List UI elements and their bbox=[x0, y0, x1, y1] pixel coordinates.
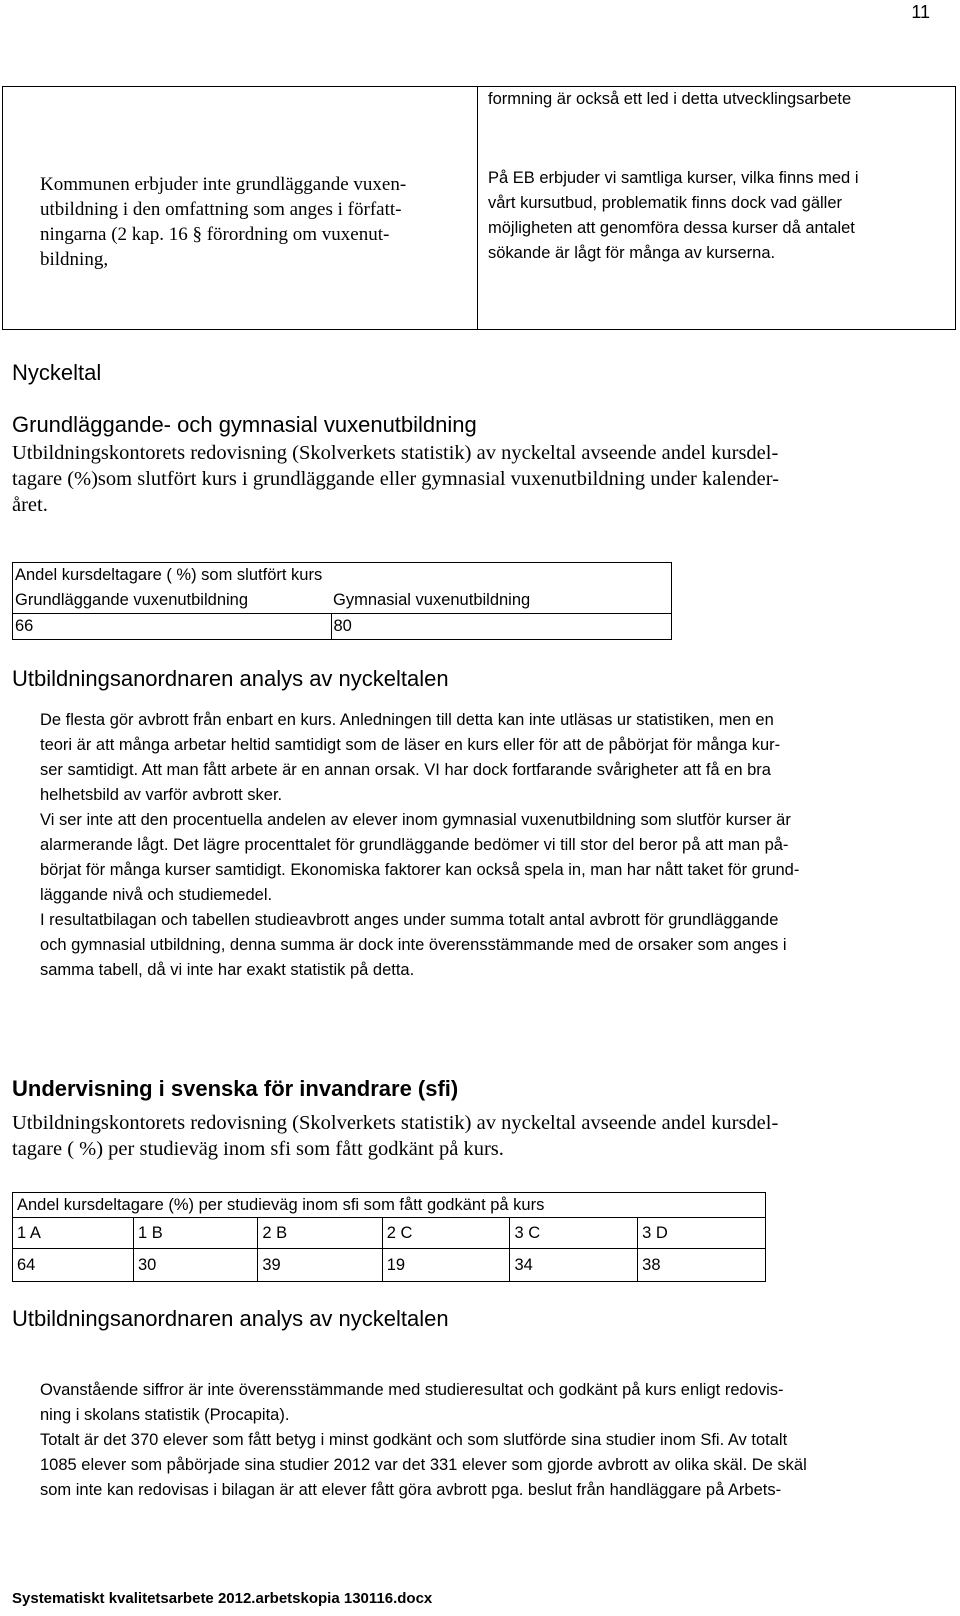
document-footer: Systematiskt kvalitetsarbete 2012.arbetskopia 130116.docx bbox=[12, 1590, 433, 1607]
table-cell: 80 bbox=[331, 614, 672, 640]
text-line: Vi ser inte att den procentuella andelen av elever inom gymnasial vuxenutbildning som slutför kurser är bbox=[40, 811, 791, 829]
table-header-cell: Gymnasial vuxenutbildning bbox=[331, 588, 672, 614]
table-row bbox=[13, 1249, 766, 1282]
text-line: utbildning i den omfattning som anges i författ- bbox=[40, 199, 402, 220]
text-line: samma tabell, då vi inte har exakt statistik på detta. bbox=[40, 961, 415, 979]
text-line: Totalt är det 370 elever som fått betyg i minst godkänt och som slutförde sina studier inom Sfi. Av totalt bbox=[40, 1431, 788, 1449]
table-cell: 38 bbox=[638, 1249, 766, 1282]
text-line: bildning, bbox=[40, 249, 109, 270]
text-line: alarmerande lågt. Det lägre procenttalet för grundläggande bedömer vi till stor del beror på att man på- bbox=[40, 836, 789, 854]
text-line: ser samtidigt. Att man fått arbete är en annan orsak. VI har dock fortfarande svårigheter att få en bra bbox=[40, 761, 771, 779]
text-line: tagare ( %) per studieväg inom sfi som fått godkänt på kurs. bbox=[12, 1138, 504, 1160]
text-line: Ovanstående siffror är inte överensstämmande med studieresultat och godkänt på kurs enligt redovis- bbox=[40, 1381, 784, 1399]
section-subheading: Grundläggande- och gymnasial vuxenutbildning bbox=[12, 412, 477, 437]
top-table-left-cell bbox=[40, 172, 450, 272]
table-header-cell: 1 A bbox=[13, 1218, 134, 1249]
text-line: och gymnasial utbildning, denna summa är dock inte överensstämmande med de orsaker som anges i bbox=[40, 936, 787, 954]
text-line: ningarna (2 kap. 16 § förordning om vuxenut- bbox=[40, 224, 390, 245]
section1-intro bbox=[12, 440, 938, 518]
text-line: vårt kursutbud, problematik finns dock vad gäller bbox=[488, 194, 843, 212]
text-line: De flesta gör avbrott från enbart en kurs. Anledningen till detta kan inte utläsas ur statistiken, men en bbox=[40, 711, 774, 729]
text-line: helhetsbild av varför avbrott sker. bbox=[40, 786, 283, 804]
analysis-heading: Utbildningsanordnaren analys av nyckeltalen bbox=[12, 666, 449, 691]
table-header-cell: Grundläggande vuxenutbildning bbox=[13, 588, 332, 614]
table-title-row bbox=[13, 1193, 766, 1218]
table-header-cell: 1 B bbox=[133, 1218, 257, 1249]
analysis-text bbox=[40, 1378, 920, 1503]
table-header-row bbox=[13, 1218, 766, 1249]
text-line: som inte kan redovisas i bilagan är att elever fått göra avbrott pga. beslut från handläggare på Arbets- bbox=[40, 1481, 782, 1499]
table-title-row bbox=[13, 563, 672, 589]
analysis-heading: Utbildningsanordnaren analys av nyckeltalen bbox=[12, 1306, 449, 1331]
table-title: Andel kursdeltagare ( %) som slutfört kurs bbox=[13, 563, 672, 589]
text-line: 1085 elever som påbörjade sina studier 2012 var det 331 elever som gjorde avbrott av olika skäl. De skäl bbox=[40, 1456, 807, 1474]
text-line: möjligheten att genomföra dessa kurser då antalet bbox=[488, 219, 855, 237]
completion-rate-table bbox=[12, 562, 672, 640]
table-cell: 34 bbox=[510, 1249, 638, 1282]
table-cell: 39 bbox=[258, 1249, 382, 1282]
text-line: Utbildningskontorets redovisning (Skolverkets statistik) av nyckeltal avseende andel kursdel- bbox=[12, 442, 779, 464]
text-line: börjat för många kurser samtidigt. Ekonomiska faktorer kan också spela in, man har nått taket för grund- bbox=[40, 861, 800, 879]
table-title: Andel kursdeltagare (%) per studieväg inom sfi som fått godkänt på kurs bbox=[13, 1193, 766, 1218]
sfi-pass-rate-table bbox=[12, 1192, 766, 1282]
text-line: sökande är lågt för många av kurserna. bbox=[488, 244, 776, 262]
text-line: På EB erbjuder vi samtliga kurser, vilka finns med i bbox=[488, 169, 859, 187]
table-cell: 64 bbox=[13, 1249, 134, 1282]
table-divider bbox=[477, 87, 478, 329]
text-line: läggande nivå och studiemedel. bbox=[40, 886, 273, 904]
table-cell: 30 bbox=[133, 1249, 257, 1282]
table-header-cell: 2 C bbox=[382, 1218, 510, 1249]
table-header-cell: 2 B bbox=[258, 1218, 382, 1249]
analysis-text bbox=[40, 708, 920, 983]
table-header-row bbox=[13, 588, 672, 614]
table-cell: 66 bbox=[13, 614, 332, 640]
table-header-cell: 3 C bbox=[510, 1218, 638, 1249]
section2-intro bbox=[12, 1110, 938, 1162]
text-line: I resultatbilagan och tabellen studieavbrott anges under summa totalt antal avbrott för grundläggande bbox=[40, 911, 779, 929]
text-line: Kommunen erbjuder inte grundläggande vuxen- bbox=[40, 174, 407, 195]
section-heading-sfi: Undervisning i svenska för invandrare (sfi) bbox=[12, 1076, 459, 1101]
top-table-right-cell bbox=[488, 166, 908, 266]
table-header-cell: 3 D bbox=[638, 1218, 766, 1249]
text-line: året. bbox=[12, 494, 48, 516]
text-line: tagare (%)som slutfört kurs i grundläggande eller gymnasial vuxenutbildning under kalender- bbox=[12, 468, 779, 490]
page-number: 11 bbox=[911, 2, 930, 22]
text-line: teori är att många arbetar heltid samtidigt som de läser en kurs eller för att de påbörjat för många kur- bbox=[40, 736, 781, 754]
table-row bbox=[13, 614, 672, 640]
table-cell: 19 bbox=[382, 1249, 510, 1282]
top-table-right-top-text: formning är också ett led i detta utvecklingsarbete bbox=[488, 90, 852, 108]
text-line: ning i skolans statistik (Procapita). bbox=[40, 1406, 290, 1424]
text-line: Utbildningskontorets redovisning (Skolverkets statistik) av nyckeltal avseende andel kursdel- bbox=[12, 1112, 779, 1134]
section-heading-nyckeltal: Nyckeltal bbox=[12, 360, 102, 385]
